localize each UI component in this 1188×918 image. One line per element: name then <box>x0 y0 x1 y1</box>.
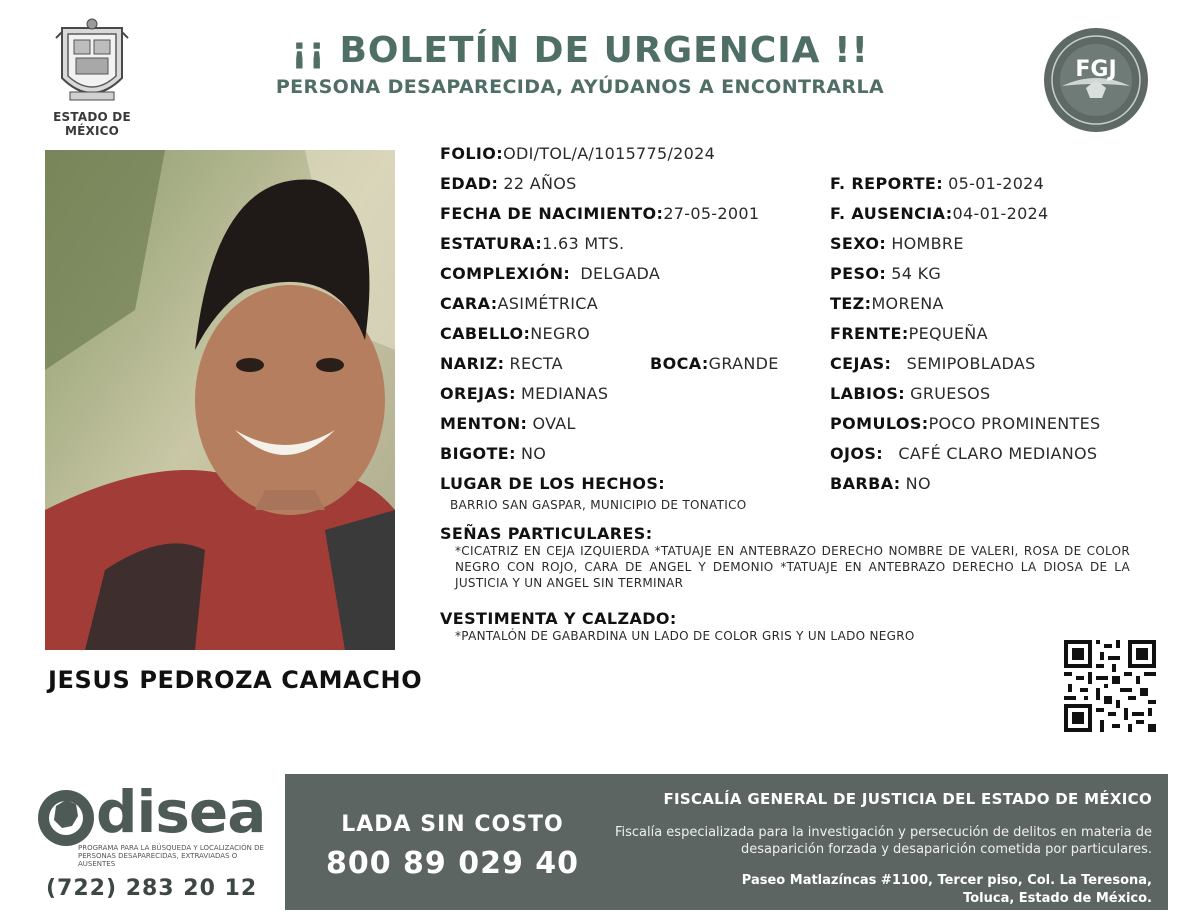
address-line-2: Toluca, Estado de México. <box>963 891 1152 906</box>
estado-de-mexico-logo <box>30 18 154 138</box>
ojos-value: CAFÉ CLARO MEDIANOS <box>898 444 1098 463</box>
nariz-value: RECTA <box>509 354 563 373</box>
footer-band <box>285 774 1168 910</box>
odisea-logo <box>36 778 276 906</box>
odisea-map-icon <box>36 786 98 850</box>
complexion-field <box>440 264 660 284</box>
cara-value: ASIMÉTRICA <box>497 294 598 313</box>
cara-label: CARA: <box>440 294 498 313</box>
vestimenta-value: *PANTALÓN DE GABARDINA UN LADO DE COLOR GRIS Y UN LADO NEGRO <box>455 629 915 643</box>
barba-field <box>830 474 931 494</box>
nariz-field <box>440 354 563 374</box>
orejas-label: OREJAS: <box>440 384 516 403</box>
boca-field <box>650 354 779 374</box>
peso-field <box>830 264 941 284</box>
edad-value: 22 AÑOS <box>503 174 577 193</box>
lugar-value: BARRIO SAN GASPAR, MUNICIPIO DE TONATICO <box>450 498 747 512</box>
frente-label: FRENTE: <box>830 324 909 343</box>
orejas-value: MEDIANAS <box>521 384 609 403</box>
cabello-value: NEGRO <box>530 324 590 343</box>
odisea-description: PROGRAMA PARA LA BÚSQUEDA Y LOCALIZACIÓN DE PERSONAS DESAPARECIDAS, EXTRAVIADAS O AUSENTES <box>78 844 264 868</box>
estatura-value: 1.63 MTS. <box>542 234 625 253</box>
estatura-label: ESTATURA: <box>440 234 543 253</box>
ojos-label: OJOS: <box>830 444 884 463</box>
menton-value: OVAL <box>532 414 576 433</box>
bulletin-title: ¡¡ BOLETÍN DE URGENCIA !! <box>291 30 869 71</box>
fecha-nacimiento-value: 27-05-2001 <box>663 204 760 223</box>
sexo-label: SEXO: <box>830 234 887 253</box>
sexo-value: HOMBRE <box>891 234 964 253</box>
fgj-seal-logo <box>1042 26 1150 134</box>
fecha-nacimiento-field <box>440 204 759 224</box>
odisea-wordmark: disea <box>96 778 266 846</box>
lada-number[interactable]: 800 89 029 40 <box>325 846 580 881</box>
sexo-field <box>830 234 964 254</box>
labios-field <box>830 384 991 404</box>
pomulos-label: POMULOS: <box>830 414 929 433</box>
orejas-field <box>440 384 608 404</box>
nariz-label: NARIZ: <box>440 354 505 373</box>
estatura-field <box>440 234 624 254</box>
person-photo-icon <box>45 150 395 650</box>
frente-field <box>830 324 988 344</box>
lugar-field <box>440 474 665 494</box>
odisea-phone[interactable]: (722) 283 20 12 <box>46 876 258 901</box>
ojos-field <box>830 444 1097 464</box>
tez-value: MORENA <box>871 294 944 313</box>
lada-label: LADA SIN COSTO <box>341 812 564 837</box>
missing-person-photo <box>45 150 395 650</box>
cabello-field <box>440 324 590 344</box>
vestimenta-label: VESTIMENTA Y CALZADO: <box>440 609 677 628</box>
peso-value: 54 KG <box>891 264 942 283</box>
cejas-label: CEJAS: <box>830 354 892 373</box>
peso-label: PESO: <box>830 264 887 283</box>
menton-field <box>440 414 576 434</box>
fiscalia-description: Fiscalía especializada para la investigación y persecución de delitos en materia de desaparición forzada y desaparición cometida por particulares. <box>614 825 1152 857</box>
coat-of-arms-icon <box>54 18 130 106</box>
fgj-acronym: FGJ <box>1075 57 1117 82</box>
complexion-value: DELGADA <box>580 264 661 283</box>
person-name: JESUS PEDROZA CAMACHO <box>48 666 423 694</box>
cabello-label: CABELLO: <box>440 324 531 343</box>
senas-label: SEÑAS PARTICULARES: <box>440 524 653 543</box>
f-reporte-field <box>830 174 1044 194</box>
f-ausencia-label: F. AUSENCIA: <box>830 204 953 223</box>
f-reporte-label: F. REPORTE: <box>830 174 944 193</box>
f-ausencia-field <box>830 204 1049 224</box>
cejas-value: SEMIPOBLADAS <box>906 354 1036 373</box>
edad-label: EDAD: <box>440 174 499 193</box>
vestimenta-field <box>440 609 677 629</box>
labios-value: GRUESOS <box>910 384 991 403</box>
folio-label: FOLIO: <box>440 144 504 163</box>
state-label: ESTADO DE MÉXICO <box>53 110 131 138</box>
folio-field <box>440 144 715 164</box>
labios-label: LABIOS: <box>830 384 906 403</box>
lugar-label: LUGAR DE LOS HECHOS: <box>440 474 666 493</box>
menton-label: MENTON: <box>440 414 528 433</box>
fecha-nacimiento-label: FECHA DE NACIMIENTO: <box>440 204 664 223</box>
bigote-value: NO <box>521 444 547 463</box>
fiscalia-title: FISCALÍA GENERAL DE JUSTICIA DEL ESTADO DE MÉXICO <box>663 790 1152 808</box>
f-reporte-value: 05-01-2024 <box>948 174 1045 193</box>
frente-value: PEQUEÑA <box>908 324 988 343</box>
pomulos-value: POCO PROMINENTES <box>928 414 1101 433</box>
edad-field <box>440 174 577 194</box>
bulletin-subtitle: PERSONA DESAPARECIDA, AYÚDANOS A ENCONTRARLA <box>275 76 885 98</box>
senas-value: *CICATRIZ EN CEJA IZQUIERDA *TATUAJE EN ANTEBRAZO DERECHO NOMBRE DE VALERI, ROSA DE COLOR NEGRO CON ROJO, CARA DE ANGEL Y DEMONIO *TATUAJE EN ANTEBRAZO DERECHO LA DIOSA DE LA JUSTICIA Y UN ANGEL SIN TERMINAR <box>455 544 1130 590</box>
pomulos-field <box>830 414 1100 434</box>
boca-value: GRANDE <box>708 354 779 373</box>
boca-label: BOCA: <box>650 354 709 373</box>
barba-value: NO <box>905 474 931 493</box>
barba-label: BARBA: <box>830 474 901 493</box>
qr-code-icon[interactable] <box>1064 640 1156 732</box>
tez-label: TEZ: <box>830 294 872 313</box>
address-line-1: Paseo Matlazíncas #1100, Tercer piso, Col. La Teresona, <box>741 873 1152 888</box>
cara-field <box>440 294 598 314</box>
tez-field <box>830 294 944 314</box>
fiscalia-address <box>632 872 1152 908</box>
bigote-field <box>440 444 546 464</box>
f-ausencia-value: 04-01-2024 <box>952 204 1049 223</box>
bigote-label: BIGOTE: <box>440 444 516 463</box>
cejas-field <box>830 354 1036 374</box>
senas-field <box>440 524 653 544</box>
folio-value: ODI/TOL/A/1015775/2024 <box>503 144 716 163</box>
complexion-label: COMPLEXIÓN: <box>440 264 571 283</box>
